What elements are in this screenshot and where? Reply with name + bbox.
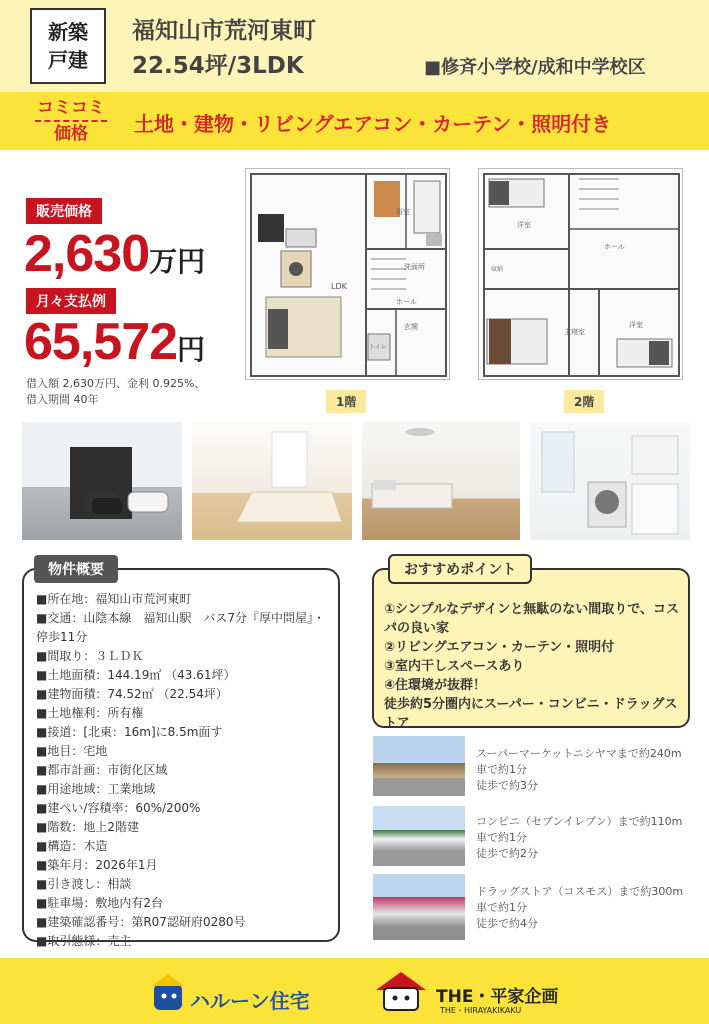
room-western1: 洋室 <box>517 221 531 229</box>
badge-line1: 新築 <box>48 20 88 44</box>
room-hall2: ホール <box>604 243 625 251</box>
supermarket-info <box>476 746 682 794</box>
monthly-value <box>24 312 205 372</box>
price-value <box>24 224 205 284</box>
overview-item: ■建物面積：74.52㎡ （22.54坪） <box>36 687 228 701</box>
floorplan-1f <box>245 168 450 380</box>
overview-item: ■構造：木造 <box>36 839 108 853</box>
point-item: ③室内干しスペースあり <box>384 659 525 674</box>
overview-item: ■駐車場：敷地内有2台 <box>36 896 163 910</box>
drugstore-distance: ドラッグストア（コスモス）まで約300m <box>476 885 684 898</box>
living-room-photo-drawing <box>192 422 352 540</box>
overview-item: ■地目：宅地 <box>36 744 108 758</box>
bedroom-photo-drawing <box>362 422 520 540</box>
property-address: 福知山市荒河東町 <box>132 18 316 44</box>
floorplan-2f-drawing <box>479 169 684 381</box>
overview-item: ■取引態様：売主 <box>36 934 132 948</box>
supermarket-walk: 徒歩で約3分 <box>476 779 538 792</box>
drugstore-photo <box>373 874 465 940</box>
point-item: ②リビングエアコン・カーテン・照明付 <box>384 640 615 655</box>
room-wash: 洗面所 <box>404 263 425 271</box>
hirayakikaku-logo-subtext: THE・HIRAYAKIKAKU <box>440 1006 522 1015</box>
living-room-photo <box>192 422 352 540</box>
point-item: 徒歩約5分圏内にスーパー・コンビニ・ドラッグストア <box>384 697 678 731</box>
washroom-photo-drawing <box>530 422 690 540</box>
overview-item: ■接道：[北東：16m]に8.5m面す <box>36 725 223 739</box>
overview-item: ■用途地域：工業地域 <box>36 782 156 796</box>
komikomi-line2: 価格 <box>54 124 88 144</box>
floorplan-1f-drawing <box>246 169 451 381</box>
price-amount: 2,630 <box>24 225 150 283</box>
haloon-logo-text: ハルーン住宅 <box>190 989 310 1013</box>
supermarket-photo <box>373 736 465 796</box>
points-list <box>384 600 684 733</box>
supermarket-distance: スーパーマーケットニシヤマまで約240m <box>476 747 682 760</box>
property-size: 22.54坪/3LDK <box>132 53 304 79</box>
exterior-photo-drawing <box>22 422 182 540</box>
price-label: 販売価格 <box>26 198 102 224</box>
supermarket-car: 車で約1分 <box>476 763 527 776</box>
convenience-store-photo <box>373 806 465 866</box>
price-unit: 万円 <box>149 246 206 277</box>
overview-item: ■建ぺい/容積率：60%/200% <box>36 801 201 815</box>
convenience-store-car: 車で約1分 <box>476 831 527 844</box>
hirayakikaku-logo-text: THE・平家企画 <box>436 987 559 1007</box>
drugstore-info <box>476 884 683 932</box>
komikomi-line1: コミコミ <box>35 96 107 122</box>
monthly-amount: 65,572 <box>24 313 178 371</box>
komikomi-label <box>24 94 118 148</box>
overview-item: ■土地権利：所有権 <box>36 706 144 720</box>
loan-note-line1: 借入額 2,630万円、金利 0.925%、 <box>26 377 206 390</box>
exterior-photo <box>22 422 182 540</box>
overview-item: ■所在地：福知山市荒河東町 <box>36 592 192 606</box>
room-closet: 収納 <box>491 266 504 273</box>
room-western2: 洋室 <box>629 321 643 329</box>
point-item: ①シンプルなデザインと無駄のない間取りで、コスパの良い家 <box>384 602 679 636</box>
school-district: ■修斉小学校/成和中学校区 <box>424 57 646 78</box>
room-bath: 浴室 <box>396 208 410 216</box>
overview-item: ■建築確認番号：第R07認研府0280号 <box>36 915 246 929</box>
overview-item: ■間取り：３ＬＤＫ <box>36 649 144 663</box>
loan-note <box>26 376 205 408</box>
floor2-label: 2階 <box>564 390 604 413</box>
convenience-store-walk: 徒歩で約2分 <box>476 847 538 860</box>
overview-item: ■階数：地上2階建 <box>36 820 139 834</box>
new-house-badge <box>30 8 106 84</box>
hirayakikaku-logo-icon <box>372 968 430 1014</box>
overview-item: ■築年月：2026年1月 <box>36 858 158 872</box>
drugstore-walk: 徒歩で約4分 <box>476 917 538 930</box>
room-hall: ホール <box>396 298 417 306</box>
badge-line2: 戸建 <box>48 48 88 72</box>
overview-item: ■都市計画：市街化区域 <box>36 763 168 777</box>
room-ldk: LDK <box>331 282 347 291</box>
point-item: ④住環境が抜群！ <box>384 678 487 693</box>
floorplan-2f <box>478 168 683 380</box>
room-entrance: 玄関 <box>404 323 418 331</box>
convenience-store-distance: コンビニ（セブンイレブン）まで約110m <box>476 815 683 828</box>
overview-item: ■引き渡し：相談 <box>36 877 132 891</box>
overview-item: ■土地面積：144.19㎡ （43.61坪） <box>36 668 236 682</box>
drugstore-car: 車で約1分 <box>476 901 527 914</box>
monthly-label: 月々支払例 <box>26 288 116 314</box>
floor1-label: 1階 <box>326 390 366 413</box>
footer <box>0 958 709 1024</box>
overview-item: ■交通：山陰本線 福知山駅 バス7分『厚中問屋』・停歩11分 <box>36 611 325 644</box>
overview-title: 物件概要 <box>34 555 118 583</box>
points-title: おすすめポイント <box>388 554 532 584</box>
loan-note-line2: 借入期間 40年 <box>26 393 99 406</box>
haloon-logo-icon <box>150 972 186 1012</box>
monthly-unit: 円 <box>177 334 206 365</box>
washroom-photo <box>530 422 690 540</box>
overview-list <box>36 590 332 951</box>
komikomi-text: 土地・建物・リビングエアコン・カーテン・照明付き <box>134 112 612 136</box>
room-master: 主寝室 <box>564 328 585 336</box>
convenience-store-info <box>476 814 682 862</box>
bedroom-photo <box>362 422 520 540</box>
room-toilet: トイレ <box>369 344 387 351</box>
